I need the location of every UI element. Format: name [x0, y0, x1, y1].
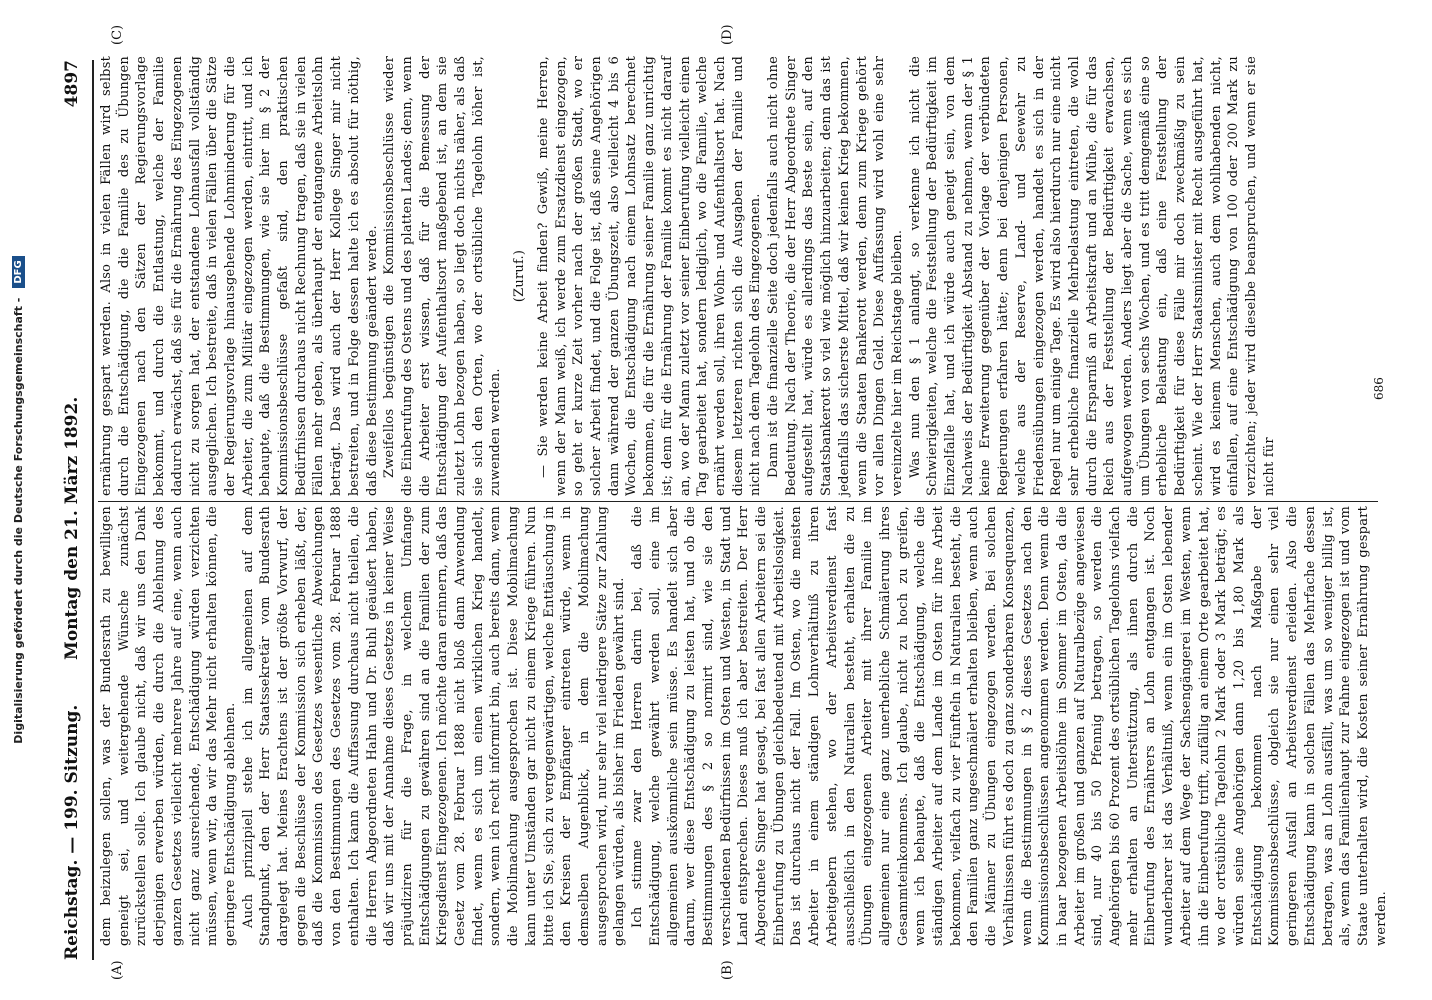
text-column-right — [98, 56, 1378, 496]
marker-d: (D) — [720, 24, 735, 45]
header-date: Montag den 21. März 1892. — [62, 396, 82, 660]
paragraph: Ich stimme zwar den Herren darin bei, daß die Entschädigung, welche gewährt werden soll, eine im allgemeinen auskömmliche sein müsse. Es handelt sich aber darum, wer diese Entschädigung zu leisten hat, und ob die Bestimmungen des § 2 so normirt sind, wie sie den verschiedenen Bedürfnissen im Osten und Westen, in Stadt und Land entsprechen. Dieses muß ich aber bestreiten. Der Herr Abgeordnete Singer hat gesagt, bei fast allen Arbeitern sei die Einberufung zu Übungen gleichbedeutend mit Arbeitslosigkeit. Das ist durchaus nicht der Fall. Im Osten, wo die meisten Arbeiter in einem ständigen Lohnverhältniß zu ihren Arbeitgebern stehen, wo der Arbeitsverdienst fast ausschließlich in den Naturalien besteht, erhalten die zu Übungen eingezogenen Arbeiter mit ihrer Familie im allgemeinen nur eine ganz unerhebliche Schmälerung ihres Gesammteinkommens. Ich glaube, nicht zu hoch zu greifen, wenn ich behaupte, daß die Entschädigung, welche die ständigen Arbeiter auf dem Lande im Osten für ihre Arbeit bekommen, vielfach zu vier Fünfteln in Naturalien besteht, die den Familien ganz ungeschmälert erhalten bleiben, wenn auch die Männer zu Übungen eingezogen werden. Bei solchen Verhältnissen führt es doch zu ganz sonderbaren Konsequenzen, wenn die Bestimmungen in § 2 dieses Gesetzes nach den Kommissionsbeschlüssen angenommen werden. Denn wenn die in baar bezogenen Arbeitslöhne im Sommer im Osten, da die Arbeiter im großen und ganzen auf Naturalbezüge angewiesen sind, nur 40 bis 50 Pfennig betragen, so werden die Angehörigen bis 60 Prozent des ortsüblichen Tagelohns vielfach mehr erhalten an Unterstützung, als ihnen durch die Einberufung des Ernährers an Lohn entgangen ist. Noch wunderbarer ist das Verhältniß, wenn ein im Osten lebender Arbeiter auf dem Wege der Sachsengängerei im Westen, wenn ihn die Einberufung trifft, zufällig an einem Orte gearbeitet hat, wo der ortsübliche Tagelohn 2 Mark oder 3 Mark beträgt; es würden seine Angehörigen dann 1,20 bis 1,80 Mark als Entschädigung bekommen nach Maßgabe der Kommissionsbeschlüsse, obgleich sie nur einen sehr viel geringeren Ausfall an Arbeitsverdienst erleiden. Also die Entschädigung kann in solchen Fällen das Mehrfache dessen betragen, was an Lohn ausfällt, was um so weniger billig ist, als, wenn das Familienhaupt zur Fahne eingezogen ist und vom Staate unterhalten wird, die Kosten seiner Ernährung gespart werden. — [630, 506, 1389, 946]
header-session: Reichstag. — 199. Sitzung. — [62, 704, 82, 960]
column-separator — [98, 501, 1378, 502]
page-header — [56, 60, 94, 960]
dfg-logo: DFG — [12, 256, 25, 287]
paragraph: ernährung gespart werden. Also in vielen Fällen wird selbst durch die Entschädigung, die die Familie des zu Übungen Eingezogenen nach den Sätzen der Regierungsvorlage bekommt, und durch die Entlastung, welche der Familie dadurch erwächst, daß sie für die Ernährung des Eingezogenen nicht zu sorgen hat, der entstandene Lohnausfall vollständig ausgeglichen. Ich bestreite, daß in vielen Fällen über die Sätze der Regierungsvorlage hinausgehende Lohnminderung für die Arbeiter, die zum Militär eingezogen werden, eintritt, und ich behaupte, daß die Bestimmungen, wie sie hier im § 2 der Kommissionsbeschlüsse gefaßt sind, den praktischen Bedürfnissen durchaus nicht Rechnung tragen, daß sie in vielen Fällen mehr geben, als überhaupt der entgangene Arbeitslohn beträgt. Das wird auch der Herr Kollege Singer mir nicht bestreiten, und in Folge dessen halte ich es absolut für nöthig, daß diese Bestimmung geändert werde. — [99, 56, 380, 496]
paragraph: Auch prinzipiell stehe ich im allgemeinen auf dem Standpunkt, den der Herr Staatssekretär vom Bundesrath dargelegt hat. Meines Erachtens ist der größte Vorwurf, der gegen die Beschlüsse der Kommission sich erheben läßt, der, daß die Kommission des Gesetzes wesentliche Abweichungen von den Bestimmungen des Gesetzes vom 28. Februar 1888 enthalten. Ich kann die Auffassung durchaus nicht theilen, die die Herren Abgeordneten Hahn und Dr. Buhl geäußert haben, daß wir uns mit der Annahme dieses Gesetzes in keiner Weise präjudiziren für die Frage, in welchem Umfange Entschädigungen zu gewähren sind an die Familien der zum Kriegsdienst Eingezogenen. Ich möchte daran erinnern, daß das Gesetz vom 28. Februar 1888 nicht bloß dann Anwendung findet, wenn es sich um einen wirklichen Krieg handelt, sondern, wenn ich recht informirt bin, auch bereits dann, wenn die Mobilmachung ausgesprochen ist. Diese Mobilmachung kann unter Umständen gar nicht zu einem Kriege führen. Nun bitte ich Sie, sich zu vergegenwärtigen, welche Enttäuschung in den Kreisen der Empfänger eintreten würde, wenn in demselben Augenblick, in dem die Mobilmachung ausgesprochen wird, nur sehr viel niedrigere Sätze zur Zahlung gelangen würden, als bisher im Frieden gewährt sind. — [240, 506, 628, 946]
header-page-number: 4897 — [62, 60, 82, 108]
marker-c: (C) — [110, 24, 125, 45]
interjection: (Zuruf.) — [512, 249, 528, 303]
paragraph: Zweifellos begünstigen die Kommissionsbeschlüsse wieder die Einberufung des Ostens und des platten Landes; denn, wenn die Arbeiter erst wissen, daß für die Bemessung der Entschädigung der Aufenthaltsort maßgebend ist, an dem sie zuletzt Lohn bezogen haben, so liegt doch nichts näher, als daß sie sich den Orten, wo der ortsübliche Tagelohn höher ist, zuwenden werden. — [382, 56, 504, 496]
digitization-note: Digitalisierung gefördert durch die Deutsche Forschungsgemeinschaft - — [11, 297, 25, 744]
text-column-left — [98, 506, 1389, 946]
marker-b: (B) — [720, 960, 735, 980]
sheet-number: 686 — [1372, 377, 1386, 400]
digitization-strip — [0, 0, 36, 1000]
paragraph: — Sie werden keine Arbeit finden? Gewiß, meine Herren, wenn der Mann weiß, ich werde zum Ersatzdienst eingezogen, so geht er kurze Zeit vorher nach der großen Stadt, wo er solcher Arbeit findet, und die Folge ist, daß seine Angehörigen dann während der ganzen Übungszeit, also vielleicht 4 bis 6 Wochen, die Entschädigung nach einem Lohnsatz berechnet bekommen, die für die Ernährung seiner Familie ganz unrichtig ist; denn für die Ernährung der Familie kommt es nicht darauf an, wo der Mann zuletzt vor seiner Einberufung vielleicht einen Tag gearbeitet hat, sondern lediglich, wo die Familie, welche ernährt werden soll, ihren Wohn- und Aufenthaltsort hat. Nach diesem letzteren richten sich die Ausgaben der Familie und nicht nach dem Tagelohn des Eingezogenen. — [535, 56, 764, 496]
paragraph: Dann ist die finanzielle Seite doch jedenfalls auch nicht ohne Bedeutung. Nach der Theorie, die der Herr Abgeordnete Singer aufgestellt hat, würde es allerdings das Beste sein, auf den Staatsbankerott so viel wie möglich hinzuarbeiten; denn das ist jedenfalls das sicherste Mittel, daß wir keinen Krieg bekommen, wenn die Staaten Bankerott werden, denn zum Kriege gehört vor allen Dingen Geld. Diese Auffassung wird wohl eine sehr vereinzelte hier im Reichstage bleiben. — [766, 56, 905, 496]
paragraph: Was nun den § 1 anlangt, so verkenne ich nicht die Schwierigkeiten, welche die Feststellung der Bedürftigkeit im Einzelfalle hat, und ich würde auch geneigt sein, von dem Nachweis der Bedürftigkeit Abstand zu nehmen, wenn der § 1 keine Erweiterung gegenüber der Vorlage der verbündeten Regierungen erfahren hätte; denn bei denjenigen Personen, welche aus der Reserve, Land- und Seewehr zu Friedensübungen eingezogen werden, handelt es sich in der Regel nur um einige Tage. Es wird also hierdurch nur eine nicht sehr erhebliche finanzielle Mehrbelastung eintreten, die wohl durch die Ersparniß an Arbeitskraft und an Mühe, die für das Reich aus der Feststellung der Bedürftigkeit erwachsen, aufgewogen werden. Anders liegt aber die Sache, wenn es sich um Übungen von sechs Wochen, und es tritt demgemäß eine so erhebliche Belastung ein, daß eine Feststellung der Bedürftigkeit für diese Fälle mir doch zweckmäßig zu sein scheint. Wie der Herr Staatsminister mit Recht ausgeführt hat, wird es keinem Menschen, auch dem wohlhabenden nicht, einfallen, auf eine Entschädigung von 100 oder 200 Mark zu verzichten; jeder wird dieselbe beanspruchen, und wenn er sie nicht für — [907, 56, 1277, 496]
marker-a: (A) — [110, 960, 125, 980]
paragraph: dem beizulegen sollen, was der Bundesrath zu bewilligen geneigt sei, und weitergehende Wünsche zunächst zurückstellen solle. Ich glaube nicht, daß wir uns den Dank derjenigen erwerben würden, die durch die Ablehnung des ganzen Gesetzes vielleicht mehrere Jahre auf eine, wenn auch nicht ganz ausreichende, Entschädigung würden verzichten müssen, wenn wir, da wir das Mehr nicht erhalten können, die geringere Entschädigung ablehnen. — [99, 506, 238, 946]
